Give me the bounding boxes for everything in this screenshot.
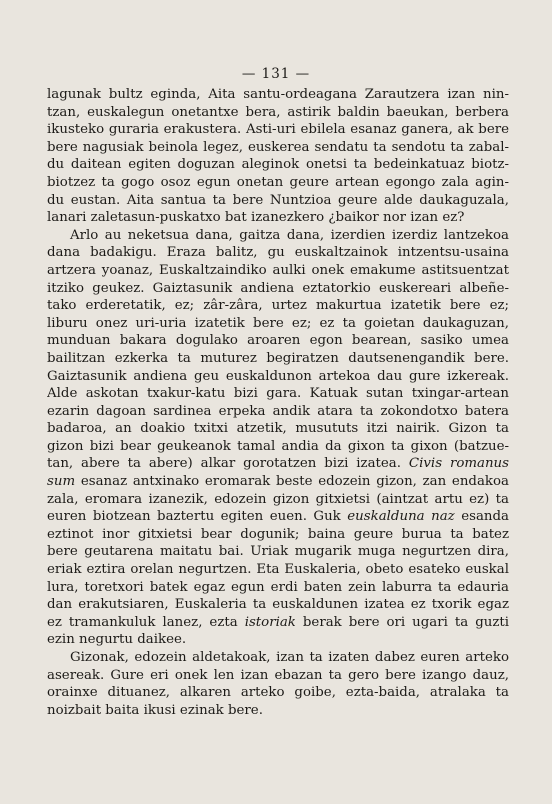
text-line: bere nagusiak beinola legez, euskerea sendatu ta sendotu ta zabal- <box>47 139 509 155</box>
text-line: orainxe dituanez, alkaren arteko goibe, ezta-baida, atralaka ta <box>47 685 509 701</box>
text-line: lagunak bultz eginda, Aita santu-ordeagana Zarautzera izan nin- <box>47 87 509 102</box>
body-text <box>47 86 509 719</box>
text-line: zala, eromara izanezik, edozein gizon gitxietsi (aintzat artu ez) ta <box>47 491 509 507</box>
text-line: dan erakutsiaren, Euskaleria ta euskaldunen izatea ez txorik egaz <box>47 597 509 613</box>
italic-phrase: sum <box>47 474 76 490</box>
text-line: Gizonak, edozein aldetakoak, izan ta izaten dabez euren arteko <box>70 650 509 665</box>
text-line: noizbait baita ikusi ezinak bere. <box>47 702 263 718</box>
text-line: itziko geukez. Gaiztasunik andiena eztatorkio euskereari albeñe- <box>47 280 509 296</box>
text-line: munduan bakara dogulako aroaren egon bearean, sasiko umea <box>47 333 509 349</box>
text-line: tzan, euskalegun onetantxe bera, astirik baldin baeukan, berbera <box>47 104 509 120</box>
text-line: ikusteko guraria erakustera. Asti-uri ebilela esanaz ganera, ak bere <box>47 122 509 138</box>
text-line: du eustan. Aita santua ta bere Nuntzioa geure alde daukaguzala, <box>47 192 509 208</box>
text-line: Gaiztasunik andiena geu euskaldunon artekoa dau gure izkereak. <box>47 368 509 384</box>
page-number: — 131 — <box>241 66 311 82</box>
text-line: gizon bizi bear geukeanok tamal andia da gixon ta gixon (batzue- <box>47 438 509 454</box>
text-line: dana badakigu. Eraza balitz, gu euskaltzainok intzentsu-usaina <box>47 245 509 261</box>
text-line: ezin negurtu daikee. <box>47 632 187 648</box>
text-line: lanari zaletasun-puskatxo bat izanezkero ¿baikor nor izan ez? <box>47 210 465 226</box>
text-segment: esanda <box>461 509 509 525</box>
italic-phrase: istoriak <box>244 614 296 630</box>
text-line <box>47 614 509 632</box>
italic-phrase: Civis romanus <box>408 456 509 472</box>
text-line: artzera yoanaz, Euskaltzaindiko aulki onek emakume astitsuentzat <box>47 262 509 278</box>
text-segment: tan, abere ta abere) alkar gorotatzen bizi izatea. <box>47 456 401 472</box>
text-line: badaroa, an doakio txitxi atzetik, musututs itzi nairik. Gizon ta <box>47 421 509 437</box>
text-line: du daitean egiten doguzan aleginok onetsi ta bedeinkatuaz biotz- <box>47 157 509 173</box>
text-line: Arlo au neketsua dana, gaitza dana, izerdien izerdiz lantzekoa <box>70 227 509 243</box>
text-line: bere geutarena maitatu bai. Uriak mugarik muga negurtzen dira, <box>47 544 509 560</box>
text-line: tako erderetatik, ez; zâr-zâra, urtez makurtua izatetik bere ez; <box>47 298 509 314</box>
text-line: liburu onez uri-uria izatetik bere ez; ez ta goietan daukaguzan, <box>47 315 509 331</box>
text-line: asereak. Gure eri onek len izan ebazan ta gero bere izango dauz, <box>47 667 509 683</box>
text-line: ezarin dagoan sardinea erpeka andik atara ta zokondotxo batera <box>47 403 509 419</box>
text-line: eztinot inor gitxietsi bear dogunik; baina geure burua ta batez <box>47 526 509 542</box>
text-segment: euren biotzean baztertu egiten euen. Guk <box>47 509 341 525</box>
text-segment: ez tramankuluk lanez, ezta <box>47 614 238 630</box>
text-line <box>47 455 509 473</box>
text-line <box>47 508 509 526</box>
italic-phrase: euskalduna naz <box>347 509 455 525</box>
text-line: bailitzan ezkerka ta muturez begiratzen dautsenengandik bere. <box>47 350 509 366</box>
text-line: eriak eztira orelan negurtzen. Eta Euskaleria, obeto esateko euskal <box>47 562 509 578</box>
text-line: Alde askotan txakur-katu bizi gara. Katuak sutan txingar-artean <box>47 386 509 402</box>
text-line: biotzez ta gogo osoz egun onetan geure artean egongo zala agin- <box>47 174 509 190</box>
text-segment: esanaz antxinako eromarak beste edozein gizon, zan endakoa <box>80 474 509 490</box>
text-segment: berak bere ori ugari ta guzti <box>302 614 509 630</box>
text-line: lura, toretxori batek egaz egun erdi baten zein laburra ta edauria <box>47 579 509 595</box>
text-line <box>47 473 509 491</box>
